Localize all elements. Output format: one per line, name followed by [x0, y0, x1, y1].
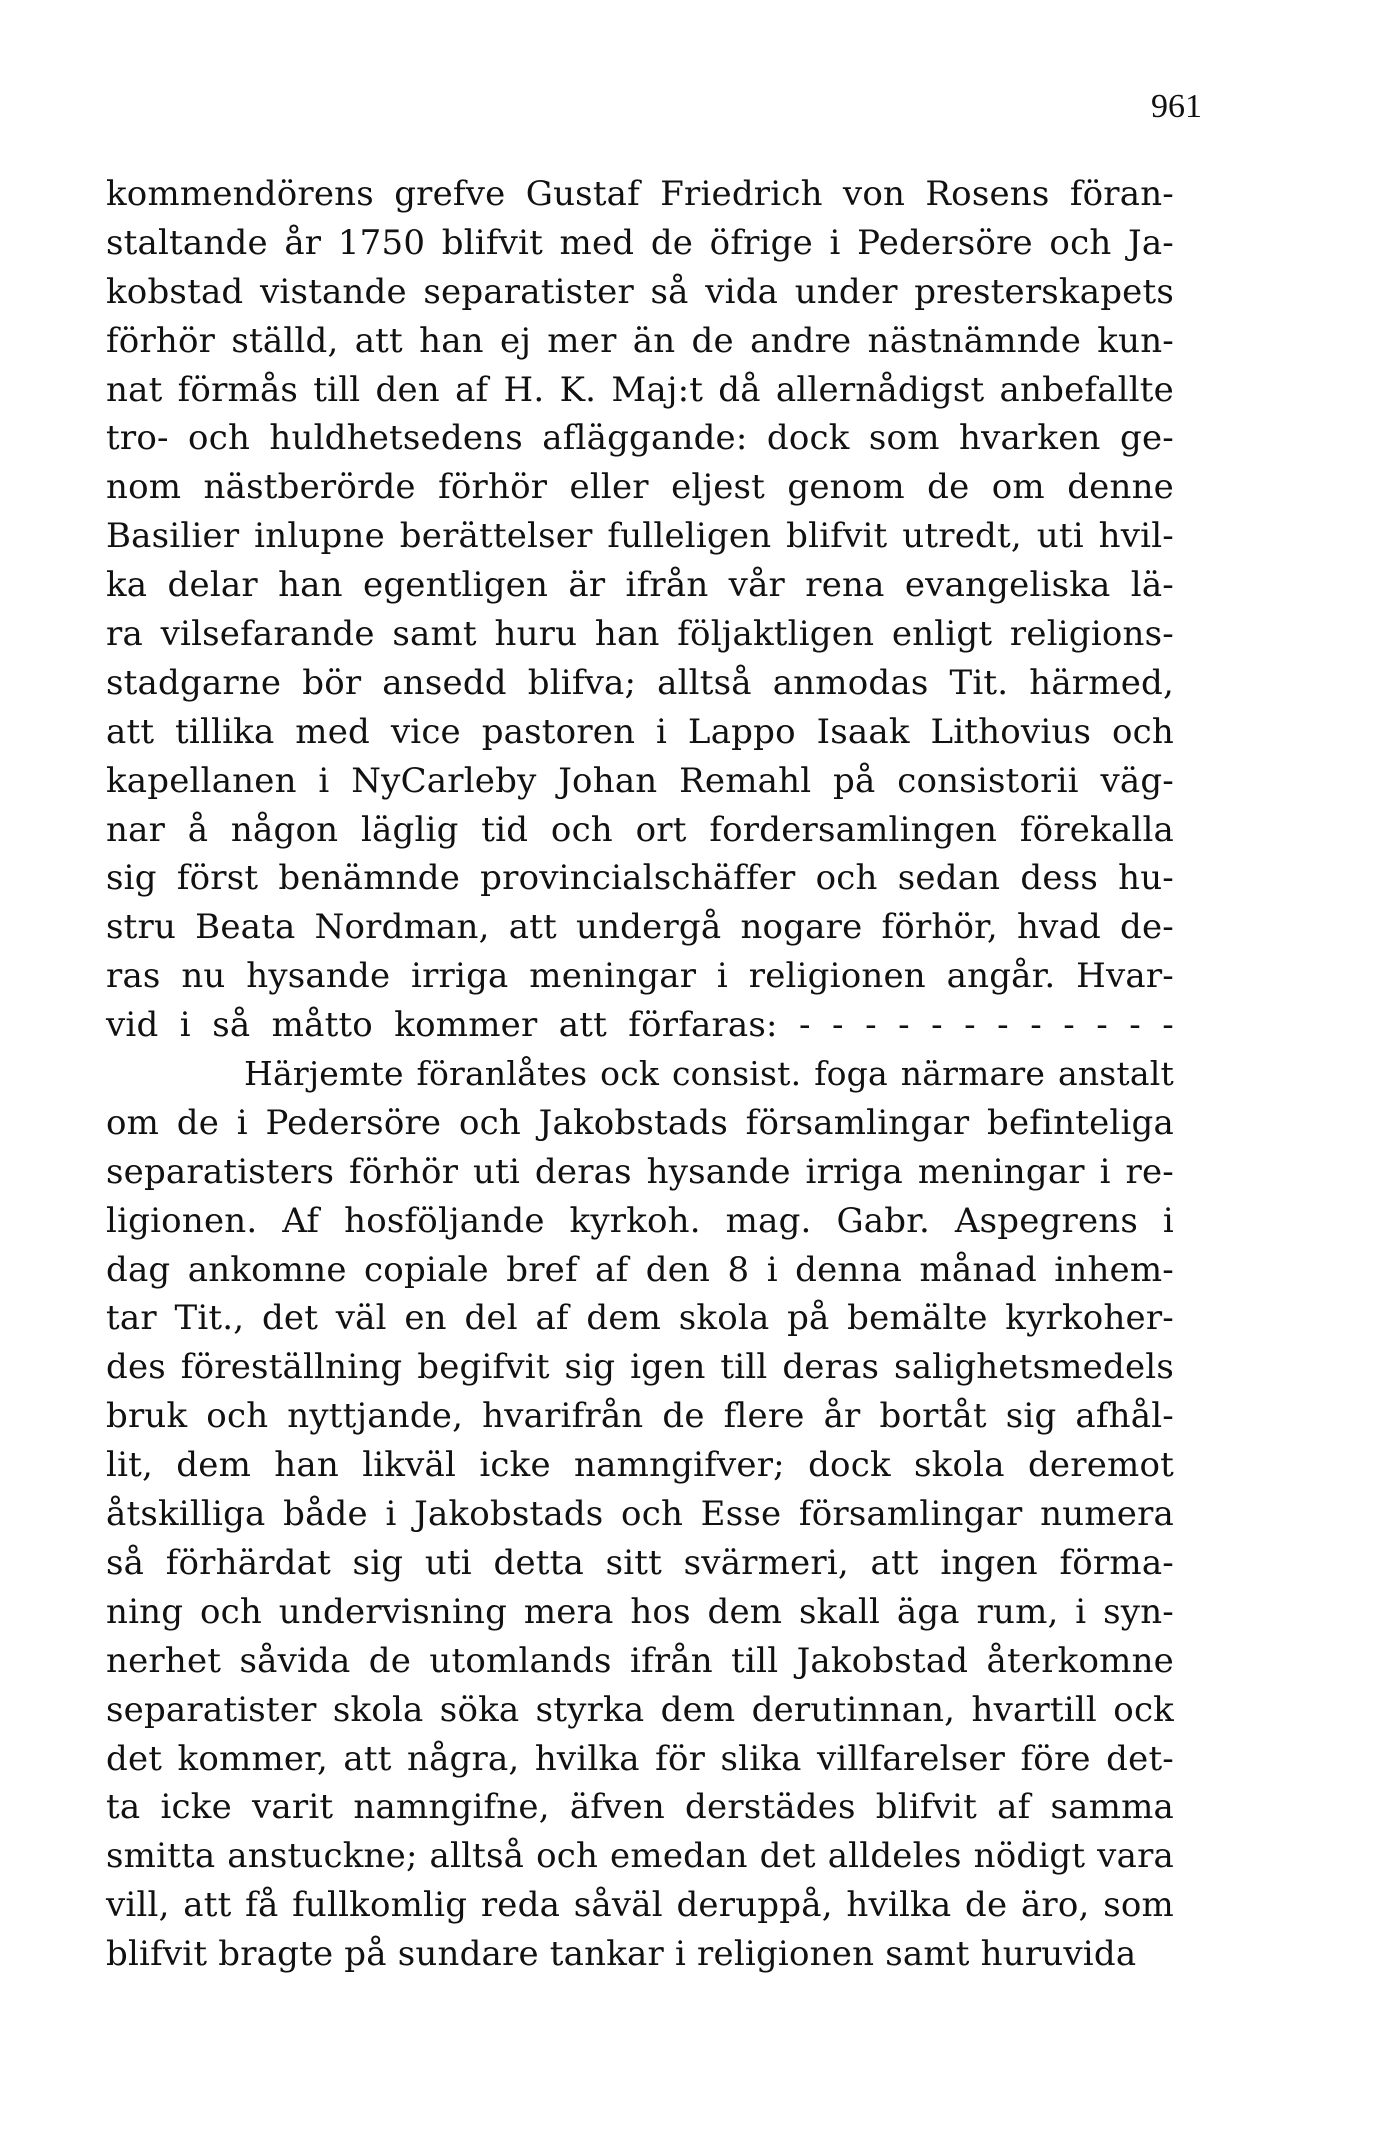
text-line: förhör ställd, att han ej mer än de andre nästnämnde kun-	[106, 320, 1174, 361]
text-line: ras nu hysande irriga meningar i religionen angår. Hvar-	[106, 956, 1174, 997]
text-line: separatisters förhör uti deras hysande irriga meningar i re-	[106, 1151, 1174, 1192]
text-line: om de i Pedersöre och Jakobstads församlingar befinteliga	[106, 1102, 1174, 1143]
text-line: staltande år 1750 blifvit med de öfrige i Pedersöre och Ja-	[106, 222, 1174, 263]
text-line: ligionen. Af hosföljande kyrkoh. mag. Gabr. Aspegrens i	[106, 1200, 1174, 1241]
text-line: blifvit bragte på sundare tankar i religionen samt huruvida	[106, 1934, 1137, 1975]
text-line: stru Beata Nordman, att undergå nogare förhör, hvad de-	[106, 907, 1174, 948]
text-line: kommendörens grefve Gustaf Friedrich von Rosens föran-	[106, 174, 1174, 214]
text-line: sig först benämnde provincialschäffer och sedan dess hu-	[106, 858, 1174, 899]
text-line: vill, att få fullkomlig reda såväl deruppå, hvilka de äro, som	[106, 1885, 1174, 1926]
text-line: lit, dem han likväl icke namngifver; dock skola deremot	[106, 1445, 1174, 1486]
text-line: Härjemte föranlåtes ock consist. foga närmare anstalt	[244, 1054, 1174, 1094]
text-line: ta icke varit namngifne, äfven derstädes blifvit af samma	[106, 1787, 1174, 1828]
text-line: separatister skola söka styrka dem derutinnan, hvartill ock	[106, 1689, 1174, 1730]
text-line: ning och undervisning mera hos dem skall äga rum, i syn-	[106, 1591, 1174, 1632]
text-line: så förhärdat sig uti detta sitt svärmeri, att ingen förma-	[106, 1542, 1174, 1583]
text-line: Basilier inlupne berättelser fulleligen blifvit utredt, uti hvil-	[106, 516, 1174, 557]
text-line: nar å någon läglig tid och ort fordersamlingen förekalla	[106, 809, 1174, 850]
text-line: kobstad vistande separatister så vida under presterskapets	[106, 271, 1174, 312]
text-line: des föreställning begifvit sig igen till deras salighetsmedels	[106, 1347, 1174, 1388]
text-line: stadgarne bör ansedd blifva; alltså anmodas Tit. härmed,	[106, 662, 1174, 703]
text-line: tar Tit., det väl en del af dem skola på bemälte kyrkoher-	[106, 1298, 1174, 1339]
text-line: dag ankomne copiale bref af den 8 i denna månad inhem-	[106, 1249, 1174, 1290]
text-line: nat förmås till den af H. K. Maj:t då allernådigst anbefallte	[106, 369, 1174, 410]
text-line: ra vilsefarande samt huru han följaktligen enligt religions-	[106, 614, 1174, 655]
text-line: åtskilliga både i Jakobstads och Esse församlingar numera	[106, 1494, 1174, 1535]
text-line: vid i så måtto kommer att förfaras: - - - - - - - - - - - -	[106, 1005, 1174, 1046]
text-line: nerhet såvida de utomlands ifrån till Jakobstad återkomne	[106, 1640, 1174, 1681]
text-line: det kommer, att några, hvilka för slika villfarelser före det-	[106, 1738, 1174, 1779]
text-line: nom nästberörde förhör eller eljest genom de om denne	[106, 467, 1174, 508]
text-line: att tillika med vice pastoren i Lappo Isaak Lithovius och	[106, 711, 1174, 752]
text-line: smitta anstuckne; alltså och emedan det alldeles nödigt vara	[106, 1836, 1174, 1877]
page-number: 961	[1151, 88, 1202, 125]
text-line: kapellanen i NyCarleby Johan Remahl på consistorii väg-	[106, 760, 1174, 801]
body-text	[106, 170, 1174, 1979]
text-line: bruk och nyttjande, hvarifrån de flere år bortåt sig afhål-	[106, 1396, 1174, 1437]
text-line: ka delar han egentligen är ifrån vår rena evangeliska lä-	[106, 565, 1174, 606]
text-line: tro- och huldhetsedens afläggande: dock som hvarken ge-	[106, 418, 1174, 459]
